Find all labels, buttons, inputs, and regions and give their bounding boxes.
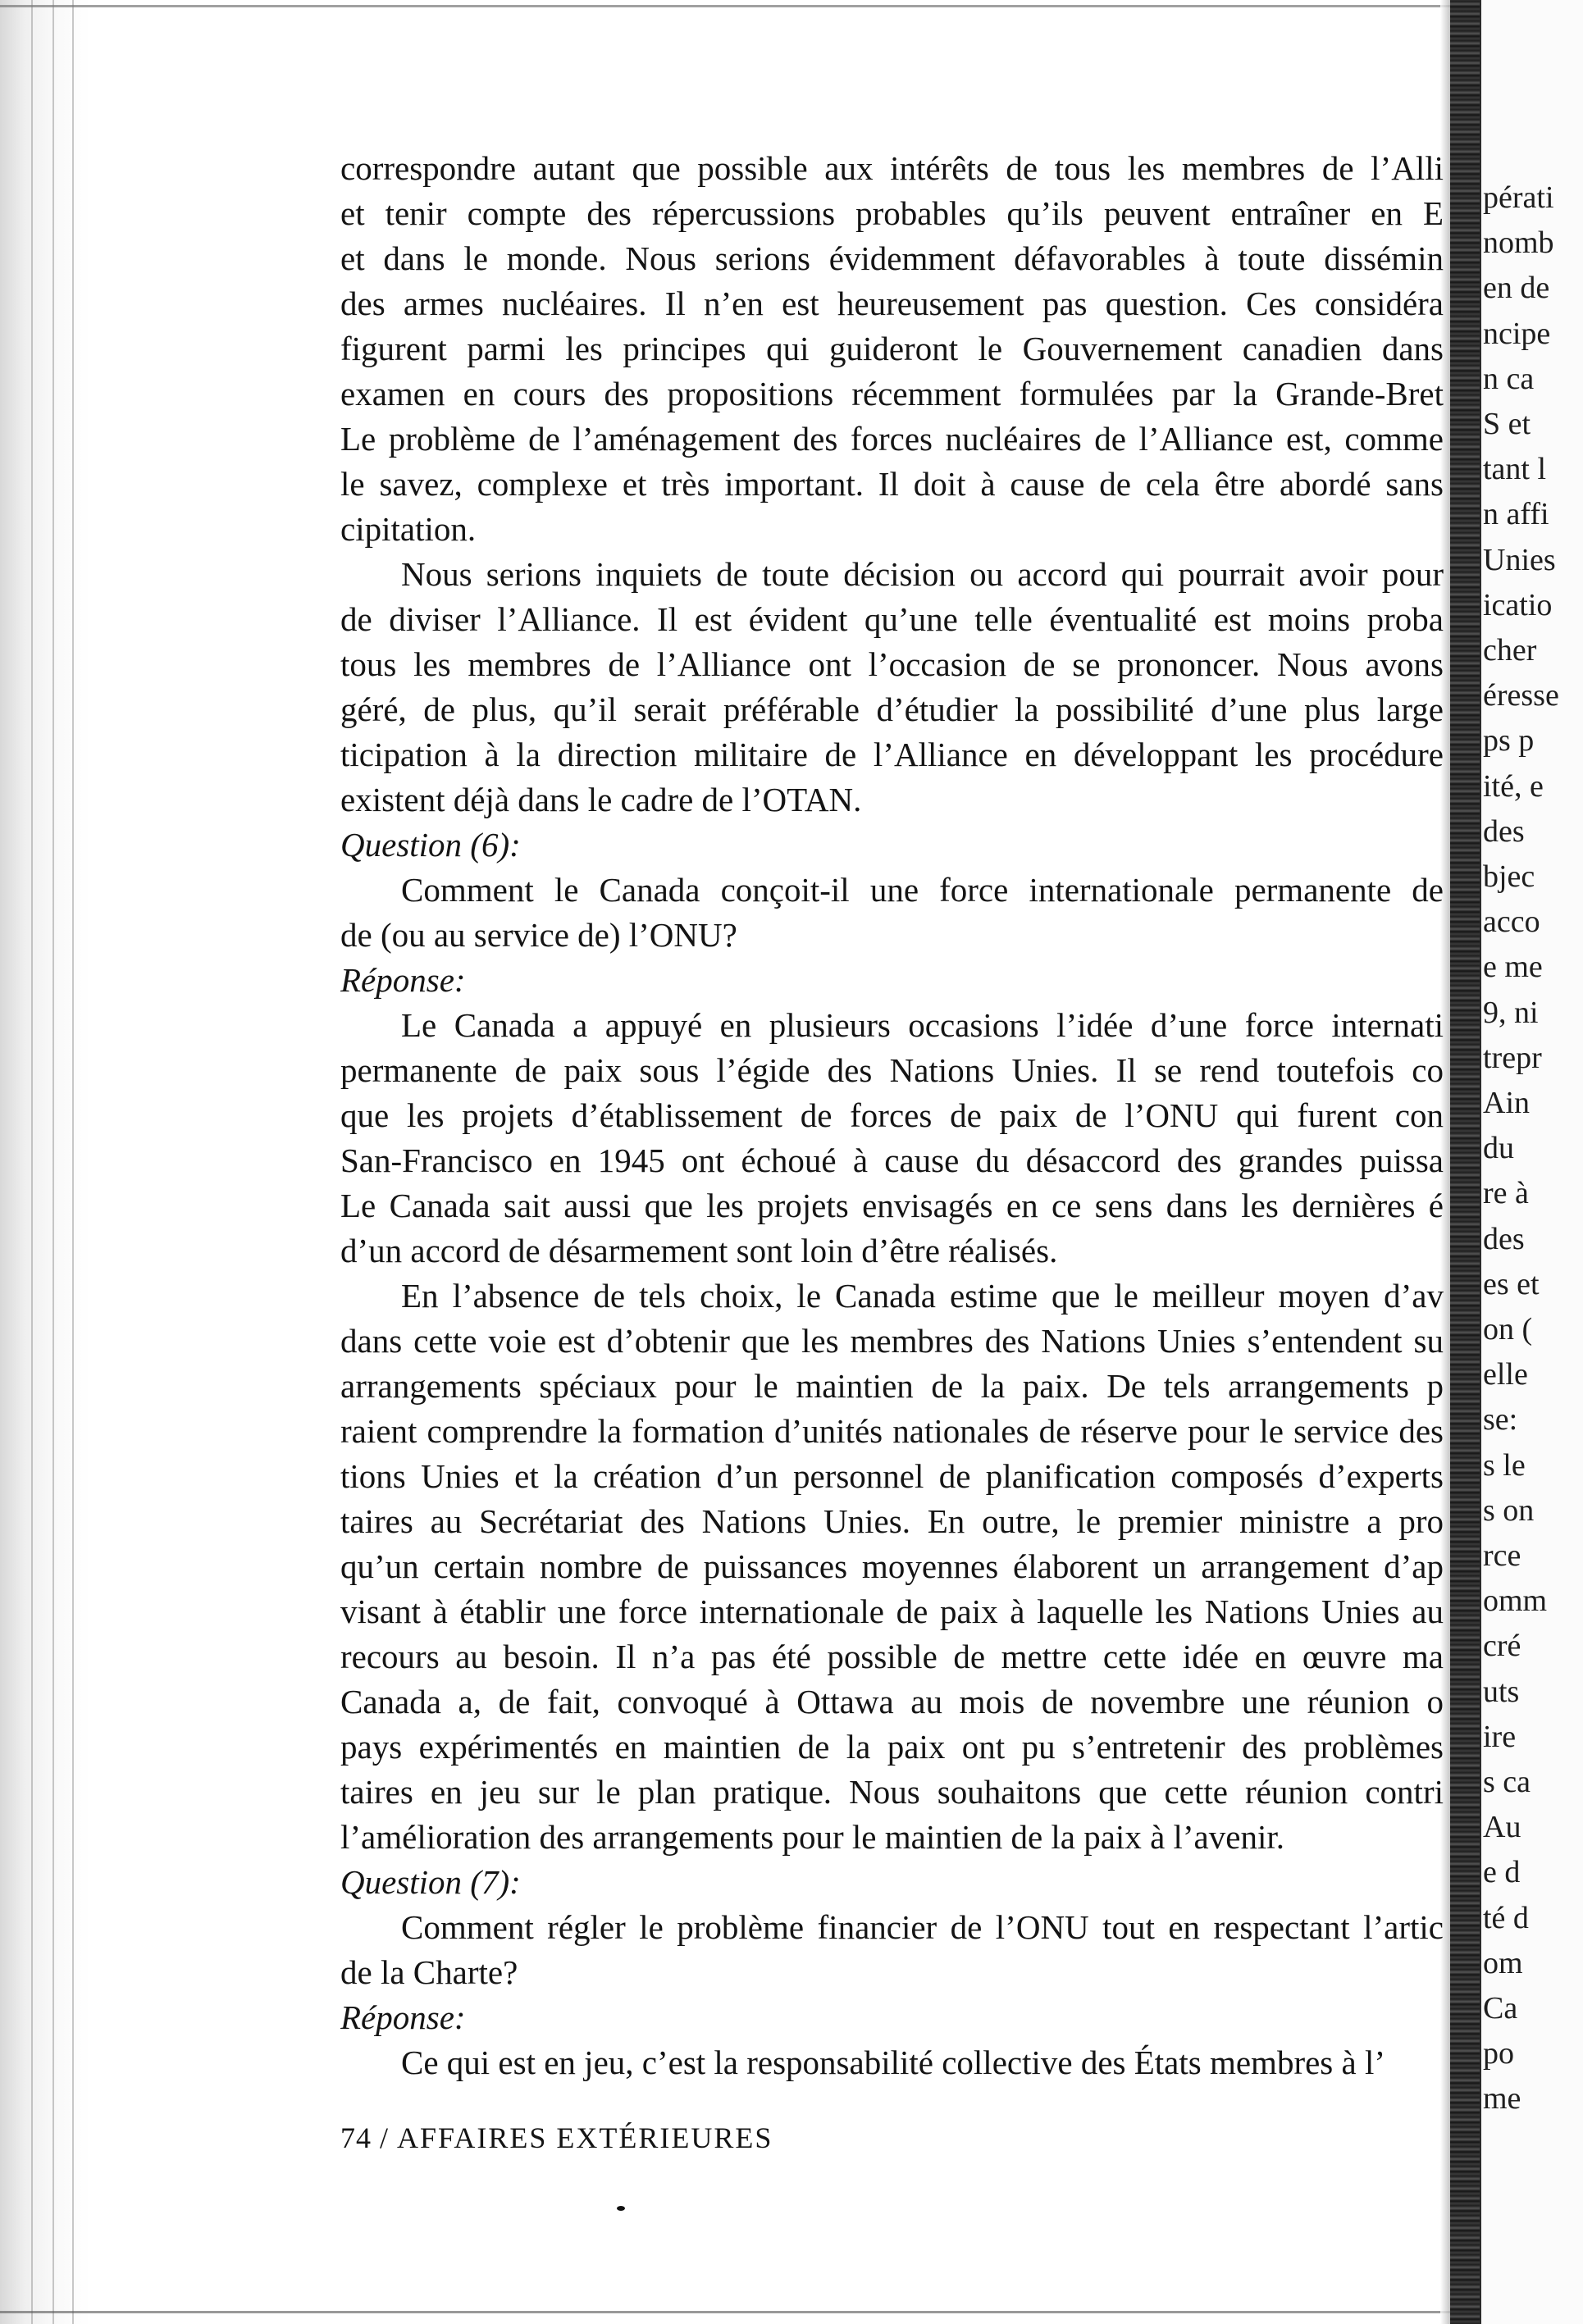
- adjacent-page-fragment: s on: [1483, 1492, 1535, 1528]
- adjacent-page-fragment: po: [1483, 2036, 1514, 2071]
- text-line: tions Unies et la création d’un personnel de planification composés d’experts: [340, 1457, 1444, 1495]
- scan-left-shadow: [0, 0, 90, 2324]
- adjacent-page-fragment: icatio: [1483, 587, 1553, 622]
- text-line: qu’un certain nombre de puissances moyennes élaborent un arrangement d’ap: [340, 1547, 1444, 1585]
- adjacent-page-fragment: omm: [1483, 1584, 1548, 1619]
- scan-artifact-line: [31, 0, 33, 2324]
- main-page-text: [340, 146, 1444, 2212]
- text-line: correspondre autant que possible aux intérêts de tous les membres de l’Alli: [340, 149, 1444, 187]
- text-line: géré, de plus, qu’il serait préférable d’étudier la possibilité d’une plus large: [340, 690, 1444, 728]
- adjacent-page-fragment: té d: [1483, 1900, 1529, 1935]
- adjacent-page-fragment: bjec: [1483, 859, 1535, 894]
- text-line: et tenir compte des répercussions probables qu’ils peuvent entraîner en E: [340, 194, 1444, 232]
- adjacent-page-fragment: du: [1483, 1131, 1514, 1166]
- adjacent-page-fragment: éresse: [1483, 678, 1559, 713]
- adjacent-page-fragment: 9, ni: [1483, 995, 1539, 1030]
- adjacent-page-fragment: cré: [1483, 1629, 1521, 1664]
- text-line: l’amélioration des arrangements pour le maintien de la paix à l’avenir.: [340, 1818, 1284, 1856]
- adjacent-page-fragment: nomb: [1483, 226, 1554, 261]
- section-heading: Réponse:: [340, 1998, 466, 2036]
- adjacent-page-fragment: elle: [1483, 1357, 1528, 1392]
- adjacent-page-fragment: acco: [1483, 905, 1540, 940]
- section-heading: Réponse:: [340, 961, 466, 999]
- text-line: Le Canada sait aussi que les projets envisagés en ce sens dans les dernières é: [340, 1187, 1444, 1224]
- adjacent-page-fragment: S et: [1483, 407, 1531, 441]
- text-line: figurent parmi les principes qui guideront le Gouvernement canadien dans: [340, 330, 1444, 367]
- text-line: recours au besoin. Il n’a pas été possible de mettre cette idée en œuvre ma: [340, 1638, 1444, 1675]
- adjacent-page-fragment: des: [1483, 813, 1525, 849]
- text-line: existent déjà dans le cadre de l’OTAN.: [340, 781, 862, 818]
- text-line: examen en cours des propositions récemment formulées par la Grande-Bret: [340, 375, 1444, 412]
- adjacent-page-fragment: Au: [1483, 1810, 1521, 1845]
- adjacent-page-fragment: des: [1483, 1221, 1525, 1256]
- scan-artifact-line: [52, 0, 54, 2324]
- adjacent-page-fragment: pérati: [1483, 180, 1554, 215]
- text-line: Comment régler le problème financier de l’ONU tout en respectant l’artic: [401, 1908, 1444, 1946]
- adjacent-page-fragment: s ca: [1483, 1765, 1531, 1799]
- text-line: Le problème de l’aménagement des forces nucléaires de l’Alliance est, comme: [340, 420, 1444, 458]
- text-line: San-Francisco en 1945 ont échoué à cause du désaccord des grandes puissa: [340, 1141, 1444, 1179]
- page-footer: [340, 2117, 773, 2158]
- text-line: visant à établir une force internationale de paix à laquelle les Nations Unies au: [340, 1593, 1444, 1630]
- adjacent-page-fragment: cher: [1483, 633, 1537, 668]
- text-line: taires au Secrétariat des Nations Unies. En outre, le premier ministre a pro: [340, 1502, 1444, 1540]
- adjacent-page-fragment: es et: [1483, 1266, 1540, 1301]
- adjacent-page-fragment: me: [1483, 2081, 1521, 2117]
- adjacent-page-fragment: e d: [1483, 1855, 1521, 1890]
- adjacent-page-fragment: uts: [1483, 1674, 1520, 1709]
- text-line: pays expérimentés en maintien de la paix ont pu s’entretenir des problèmes: [340, 1728, 1444, 1766]
- adjacent-page-fragment: on (: [1483, 1312, 1533, 1347]
- adjacent-page-fragment: re à: [1483, 1176, 1529, 1211]
- adjacent-page-fragment: trepr: [1483, 1040, 1542, 1075]
- adjacent-page-fragment: Ain: [1483, 1086, 1530, 1120]
- text-line: ticipation à la direction militaire de l’Alliance en développant les procédure: [340, 736, 1444, 773]
- adjacent-page-fragment: ire: [1483, 1719, 1517, 1754]
- adjacent-page-fragment: Unies: [1483, 542, 1556, 577]
- text-line: des armes nucléaires. Il n’en est heureusement pas question. Ces considéra: [340, 285, 1444, 322]
- text-line: Canada a, de fait, convoqué à Ottawa au mois de novembre une réunion o: [340, 1683, 1444, 1720]
- scan-top-edge: [0, 5, 1583, 7]
- adjacent-page-fragment: rce: [1483, 1538, 1521, 1573]
- text-line: arrangements spéciaux pour le maintien de la paix. De tels arrangements p: [340, 1367, 1444, 1405]
- text-line: tous les membres de l’Alliance ont l’occasion de se prononcer. Nous avons: [340, 645, 1444, 683]
- text-line: En l’absence de tels choix, le Canada estime que le meilleur moyen d’av: [401, 1277, 1444, 1315]
- adjacent-page-fragment: n ca: [1483, 361, 1535, 396]
- text-line: Ce qui est en jeu, c’est la responsabilité collective des États membres à l’: [401, 2044, 1385, 2081]
- adjacent-page-fragment: tant l: [1483, 452, 1547, 487]
- adjacent-page-fragment: om: [1483, 1945, 1523, 1980]
- text-line: d’un accord de désarmement sont loin d’être réalisés.: [340, 1232, 1058, 1269]
- page-gutter-shadow: [1450, 0, 1480, 2324]
- ink-speck: [617, 2206, 625, 2211]
- scan-artifact-line: [72, 0, 74, 2324]
- text-line: cipitation.: [340, 510, 477, 548]
- journal-title: AFFAIRES EXTÉRIEURES: [397, 2121, 773, 2154]
- text-line: de la Charte?: [340, 1953, 518, 1991]
- adjacent-page-fragment: n affi: [1483, 497, 1549, 532]
- page-number: 74 /: [340, 2121, 390, 2154]
- text-line: et dans le monde. Nous serions évidemment défavorables à toute dissémin: [340, 239, 1444, 277]
- section-heading: Question (6):: [340, 826, 521, 864]
- section-heading: Question (7):: [340, 1863, 521, 1901]
- adjacent-page-fragment: se:: [1483, 1402, 1518, 1438]
- scan-bottom-edge: [0, 2311, 1460, 2313]
- text-line: permanente de paix sous l’égide des Nations Unies. Il se rend toutefois co: [340, 1051, 1444, 1089]
- adjacent-page-fragment: en de: [1483, 271, 1550, 306]
- text-line: de diviser l’Alliance. Il est évident qu’une telle éventualité est moins proba: [340, 600, 1444, 638]
- text-line: de (ou au service de) l’ONU?: [340, 916, 737, 954]
- text-line: Comment le Canada conçoit-il une force internationale permanente de: [401, 871, 1444, 909]
- adjacent-page-fragment: ps p: [1483, 723, 1535, 759]
- text-line: taires en jeu sur le plan pratique. Nous souhaitons que cette réunion contri: [340, 1773, 1444, 1811]
- adjacent-page-fragment: ité, e: [1483, 768, 1544, 804]
- adjacent-page-fragment: e me: [1483, 950, 1543, 985]
- text-line: le savez, complexe et très important. Il doit à cause de cela être abordé sans: [340, 465, 1444, 503]
- adjacent-page-fragment: Ca: [1483, 1991, 1518, 2026]
- text-line: dans cette voie est d’obtenir que les membres des Nations Unies s’entendent su: [340, 1322, 1444, 1360]
- text-line: Nous serions inquiets de toute décision ou accord qui pourrait avoir pour: [401, 555, 1444, 593]
- adjacent-page-fragment: ncipe: [1483, 316, 1551, 351]
- text-line: raient comprendre la formation d’unités nationales de réserve pour le service des: [340, 1412, 1444, 1450]
- text-line: Le Canada a appuyé en plusieurs occasions l’idée d’une force internati: [401, 1006, 1444, 1044]
- text-line: que les projets d’établissement de forces de paix de l’ONU qui furent con: [340, 1096, 1444, 1134]
- adjacent-page-fragment: s le: [1483, 1447, 1526, 1483]
